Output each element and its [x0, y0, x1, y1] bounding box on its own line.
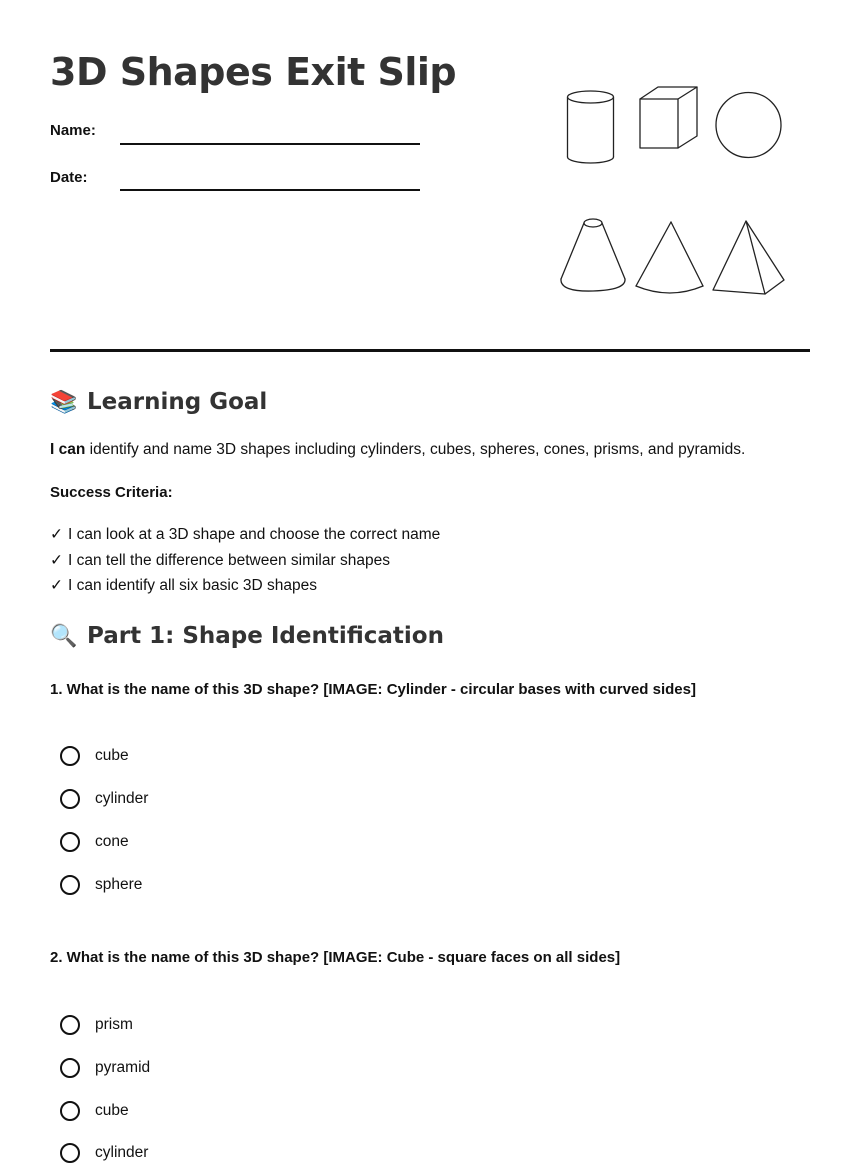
part1-title: Part 1: Shape Identification: [87, 623, 444, 649]
radio-button[interactable]: [60, 1143, 80, 1163]
success-criterion: ✓ I can identify all six basic 3D shapes: [50, 577, 317, 594]
option-label[interactable]: cube: [95, 747, 129, 764]
page-title: 3D Shapes Exit Slip: [50, 50, 457, 94]
cube-icon: [640, 87, 697, 148]
radio-button[interactable]: [60, 1015, 80, 1035]
option-label[interactable]: pyramid: [95, 1059, 151, 1076]
date-field[interactable]: [120, 189, 420, 191]
q1-option[interactable]: [60, 786, 148, 812]
success-criterion: ✓ I can look at a 3D shape and choose the correct name: [50, 526, 441, 543]
radio-button[interactable]: [60, 789, 80, 809]
radio-button[interactable]: [60, 875, 80, 895]
success-criteria-title: Success Criteria:: [50, 484, 173, 501]
radio-button[interactable]: [60, 832, 80, 852]
learning-goal-statement: [50, 441, 745, 459]
name-field[interactable]: [120, 143, 420, 145]
name-label: Name:: [50, 122, 96, 139]
books-icon: 📚: [50, 389, 78, 415]
part1-heading: [50, 623, 444, 649]
learning-goal-text: identify and name 3D shapes including cylinders, cubes, spheres, cones, prisms, and pyramids.: [85, 441, 746, 458]
option-label[interactable]: prism: [95, 1016, 133, 1033]
option-label[interactable]: cone: [95, 833, 129, 850]
q2-option[interactable]: [60, 1098, 129, 1124]
option-label[interactable]: sphere: [95, 876, 143, 893]
cone-frustum-icon: [561, 219, 625, 291]
learning-goal-heading: [50, 389, 267, 415]
success-criterion: ✓ I can tell the difference between similar shapes: [50, 551, 390, 569]
sphere-icon: [716, 93, 781, 158]
shape-illustrations: [555, 80, 790, 300]
checkmark-icon: ✓: [50, 577, 63, 594]
learning-goal-lead: I can: [50, 441, 86, 458]
success-criteria-list: [50, 524, 440, 601]
q2-option[interactable]: [60, 1055, 150, 1081]
q2-option[interactable]: [60, 1012, 133, 1038]
option-label[interactable]: cylinder: [95, 790, 149, 807]
q1-option[interactable]: [60, 829, 129, 855]
checkmark-icon: ✓: [50, 526, 63, 543]
q2-option[interactable]: [60, 1140, 148, 1166]
magnifier-icon: 🔍: [50, 623, 78, 649]
radio-button[interactable]: [60, 1101, 80, 1121]
pyramid-icon: [713, 221, 784, 294]
q1-option[interactable]: [60, 743, 129, 769]
question-1-prompt: 1. What is the name of this 3D shape? [IMAGE: Cylinder - circular bases with curved sides]: [50, 681, 696, 698]
radio-button[interactable]: [60, 746, 80, 766]
radio-button[interactable]: [60, 1058, 80, 1078]
option-label[interactable]: cylinder: [95, 1144, 149, 1161]
question-2-prompt: 2. What is the name of this 3D shape? [IMAGE: Cube - square faces on all sides]: [50, 949, 621, 966]
option-label[interactable]: cube: [95, 1102, 129, 1119]
cone-icon: [636, 222, 703, 293]
section-divider: [50, 349, 810, 352]
date-label: Date:: [50, 169, 88, 186]
q1-option[interactable]: [60, 872, 142, 898]
cylinder-icon: [568, 91, 614, 163]
learning-goal-title: Learning Goal: [87, 389, 268, 415]
checkmark-icon: ✓: [50, 551, 63, 569]
